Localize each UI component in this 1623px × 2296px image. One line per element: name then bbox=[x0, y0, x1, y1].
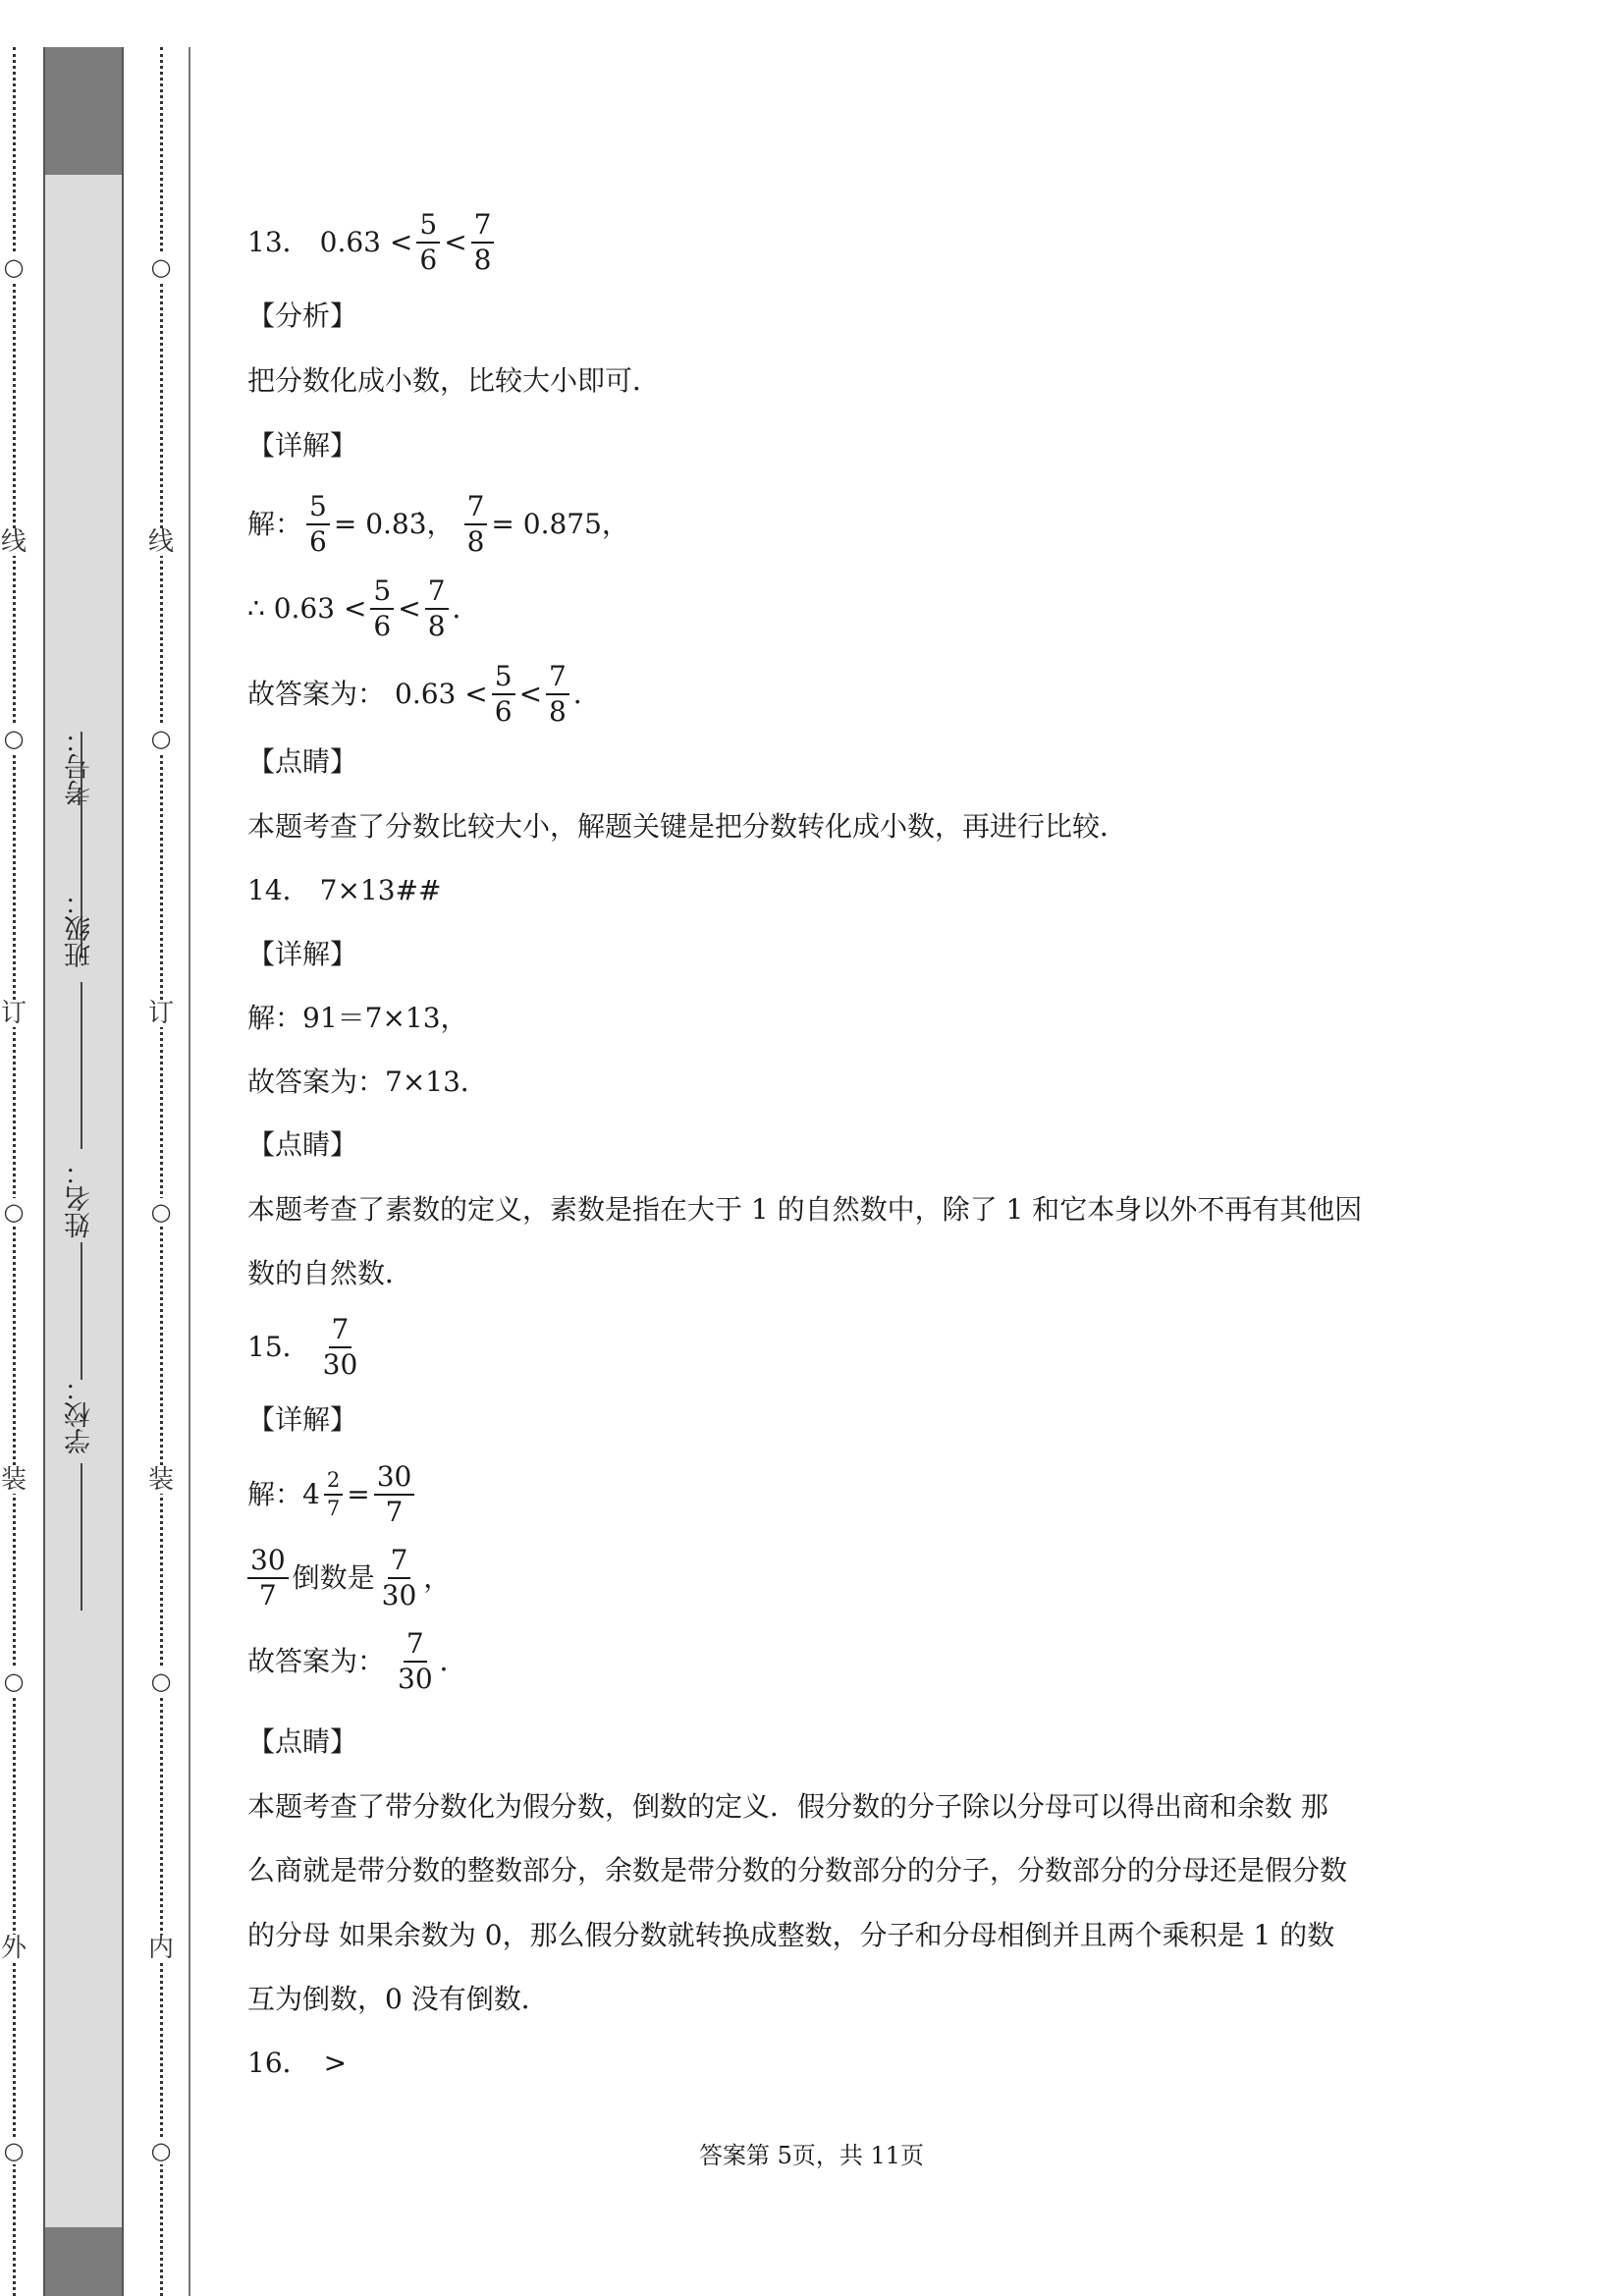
school-underline bbox=[81, 1463, 82, 1611]
binding-line-mark: 线 bbox=[147, 527, 174, 557]
outer-dotted-binding-line bbox=[0, 47, 27, 2296]
fraction-2-7: $\frac{2}{7}$ bbox=[324, 1470, 343, 1519]
class-field bbox=[61, 889, 100, 968]
class-underline bbox=[81, 982, 82, 1149]
q14-detail-heading: 【详解】 bbox=[247, 938, 358, 970]
fraction-30-7: $\frac{30}{7}$ bbox=[374, 1463, 415, 1526]
class-label: 班级： bbox=[65, 889, 95, 968]
q15-comment-line4: 互为倒数，0 没有倒数． bbox=[247, 1983, 549, 2015]
q15-detail-heading: 【详解】 bbox=[247, 1403, 358, 1436]
binding-circle-mark: ○ bbox=[147, 1667, 175, 1695]
binding-circle-mark: ○ bbox=[147, 725, 175, 752]
fraction-5-6: $\frac{5}{6}$ bbox=[370, 577, 394, 640]
q14-answer-text: 故答案为：7×13． bbox=[247, 1066, 488, 1098]
binding-circle-mark: ○ bbox=[0, 2137, 27, 2164]
band-top-block bbox=[45, 47, 122, 175]
fraction-7-8: $\frac{7}{8}$ bbox=[471, 211, 495, 274]
inner-dotted-binding-line bbox=[147, 47, 175, 2296]
binding-zhuang-mark: 装 bbox=[147, 1465, 174, 1495]
school-field bbox=[61, 1375, 100, 1454]
q14-comment-line2: 数的自然数． bbox=[247, 1257, 413, 1289]
binding-circle-mark: ○ bbox=[147, 2137, 175, 2164]
binding-wai-mark: 外 bbox=[0, 1934, 27, 1963]
q13-therefore-line: ∴ 0.63 < $\frac{5}{6}$ < $\frac{7}{8}$ ． bbox=[247, 574, 480, 642]
q15-answer-final: 故答案为： $\frac{7}{30}$ ． bbox=[247, 1627, 467, 1695]
q14-comment-heading: 【点睛】 bbox=[247, 1128, 358, 1161]
fraction-7-30: $\frac{7}{30}$ bbox=[381, 1544, 417, 1612]
q15-comment-heading: 【点睛】 bbox=[247, 1725, 358, 1758]
q15-comment-line2: 么商就是带分数的整数部分，余数是带分数的分数部分的分子，分数部分的分母还是假分数 bbox=[247, 1854, 1348, 1886]
binding-line-mark: 线 bbox=[0, 527, 27, 557]
fraction-7-30: $\frac{7}{30}$ bbox=[398, 1627, 433, 1695]
q13-analysis-text: 把分数化成小数，比较大小即可． bbox=[247, 364, 661, 397]
name-field bbox=[61, 1159, 100, 1238]
q13-comment-heading: 【点睛】 bbox=[247, 745, 358, 778]
q15-answer-line: 15． $\frac{7}{30}$ bbox=[247, 1316, 364, 1379]
q15-detail-line1: 解： 4 $\frac{2}{7}$ = $\frac{30}{7}$ bbox=[247, 1463, 418, 1526]
fraction-5-6: $\frac{5}{6}$ bbox=[492, 663, 515, 726]
q15-comment-line3: 的分母 如果余数为 0，那么假分数就转换成整数，分子和分母相倒并且两个乘积是 1 的数 bbox=[247, 1919, 1335, 1951]
exam-number-label: 考号： bbox=[65, 727, 95, 806]
q15-comment-line1: 本题考查了带分数化为假分数，倒数的定义．假分数的分子除以分母可以得出商和余数 那 bbox=[247, 1790, 1328, 1823]
q13-answer-line: 13． 0.63 < $\frac{5}{6}$ < $\frac{7}{8}$ bbox=[247, 211, 498, 274]
q13-number: 13． bbox=[247, 226, 310, 258]
fraction-7-30: $\frac{7}{30}$ bbox=[322, 1313, 358, 1381]
binding-ding-mark: 订 bbox=[147, 999, 174, 1028]
margin-separator-line bbox=[189, 47, 190, 2296]
q13-detail-heading: 【详解】 bbox=[247, 429, 358, 462]
binding-circle-mark: ○ bbox=[0, 725, 27, 752]
binding-ding-mark: 订 bbox=[0, 999, 27, 1028]
fraction-5-6: $\frac{5}{6}$ bbox=[416, 211, 440, 274]
binding-circle-mark: ○ bbox=[147, 253, 175, 281]
q14-detail-text: 解：91＝7×13， bbox=[247, 1002, 468, 1034]
q13-detail-line1: 解： $\frac{5}{6}$ = 0.83̇， $\frac{7}{8}$ = 0.875， bbox=[247, 490, 629, 558]
q13-answer-final: 故答案为： 0.63 < $\frac{5}{6}$ < $\frac{7}{8}$ ． bbox=[247, 660, 601, 728]
fraction-7-8: $\frac{7}{8}$ bbox=[425, 577, 449, 640]
q14-answer-line: 14． 7×13## bbox=[247, 874, 442, 906]
q13-comment-text: 本题考查了分数比较大小，解题关键是把分数转化成小数，再进行比较． bbox=[247, 810, 1128, 843]
binding-zhuang-mark: 装 bbox=[0, 1465, 27, 1495]
fraction-7-8: $\frac{7}{8}$ bbox=[546, 663, 569, 726]
name-underline bbox=[81, 1242, 82, 1380]
q14-comment-line1: 本题考查了素数的定义，素数是指在大于 1 的自然数中，除了 1 和它本身以外不再有其他因 bbox=[247, 1193, 1363, 1226]
school-label: 学校： bbox=[65, 1375, 95, 1454]
fraction-7-8: $\frac{7}{8}$ bbox=[464, 493, 488, 556]
binding-circle-mark: ○ bbox=[0, 1667, 27, 1695]
band-bottom-block bbox=[45, 2227, 122, 2296]
binding-circle-mark: ○ bbox=[0, 253, 27, 281]
q13-analysis-heading: 【分析】 bbox=[247, 300, 358, 332]
binding-circle-mark: ○ bbox=[147, 1198, 175, 1226]
binding-nei-mark: 内 bbox=[147, 1934, 174, 1963]
binding-circle-mark: ○ bbox=[0, 1198, 27, 1226]
page-footer: 答案第 5页，共 11页 bbox=[698, 2142, 925, 2169]
name-label: 姓名： bbox=[65, 1159, 95, 1238]
fraction-5-6: $\frac{5}{6}$ bbox=[306, 493, 330, 556]
q16-answer-line: 16． > bbox=[247, 2047, 348, 2079]
fraction-30-7: $\frac{30}{7}$ bbox=[247, 1547, 289, 1610]
q15-detail-line2: $\frac{30}{7}$ 倒数是 $\frac{7}{30}$ ， bbox=[247, 1547, 451, 1610]
